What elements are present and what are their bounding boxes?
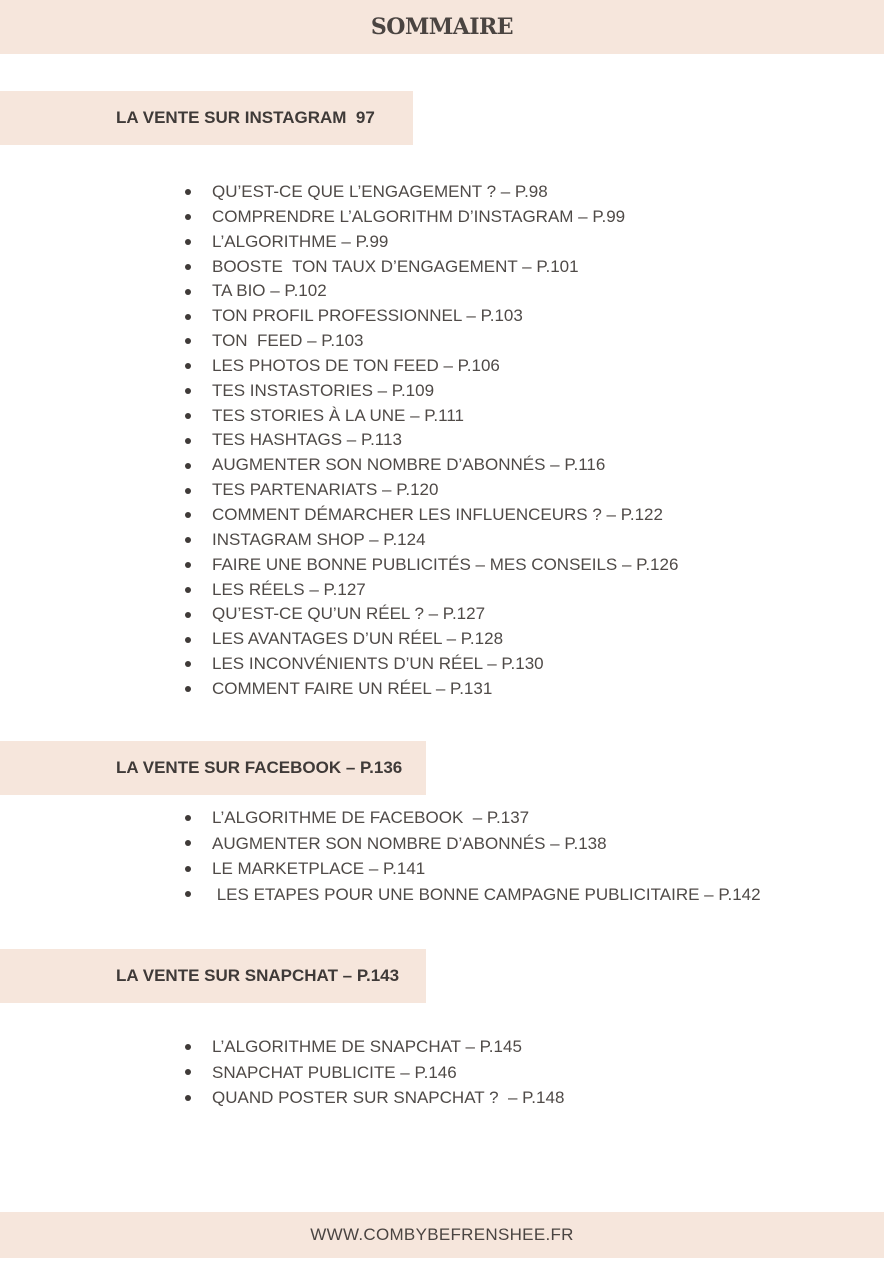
page-title: SOMMAIRE	[370, 14, 514, 40]
title-band	[0, 0, 884, 54]
toc-list-snapchat	[185, 1034, 564, 1111]
list-item: LES ETAPES POUR UNE BONNE CAMPAGNE PUBLICITAIRE – P.142	[185, 882, 761, 908]
list-item: QU’EST-CE QUE L’ENGAGEMENT ? – P.98	[185, 180, 678, 205]
list-item: LES INCONVÉNIENTS D’UN RÉEL – P.130	[185, 652, 678, 677]
list-item: TES STORIES À LA UNE – P.111	[185, 404, 678, 429]
list-item: SNAPCHAT PUBLICITE – P.146	[185, 1060, 564, 1086]
list-item: BOOSTE TON TAUX D’ENGAGEMENT – P.101	[185, 255, 678, 280]
list-item: QU’EST-CE QU’UN RÉEL ? – P.127	[185, 602, 678, 627]
list-item: LES RÉELS – P.127	[185, 578, 678, 603]
list-item: COMMENT DÉMARCHER LES INFLUENCEURS ? – P.122	[185, 503, 678, 528]
list-item: L’ALGORITHME DE SNAPCHAT – P.145	[185, 1034, 564, 1060]
list-item: LE MARKETPLACE – P.141	[185, 856, 761, 882]
list-item: LES PHOTOS DE TON FEED – P.106	[185, 354, 678, 379]
list-item: COMMENT FAIRE UN RÉEL – P.131	[185, 677, 678, 702]
list-item: L’ALGORITHME – P.99	[185, 230, 678, 255]
section-heading-label: LA VENTE SUR FACEBOOK – P.136	[116, 758, 403, 777]
section-heading-facebook	[0, 741, 426, 795]
list-item: AUGMENTER SON NOMBRE D’ABONNÉS – P.116	[185, 453, 678, 478]
list-item: TON FEED – P.103	[185, 329, 678, 354]
list-item: AUGMENTER SON NOMBRE D’ABONNÉS – P.138	[185, 831, 761, 857]
list-item: FAIRE UNE BONNE PUBLICITÉS – MES CONSEILS – P.126	[185, 553, 678, 578]
list-item: INSTAGRAM SHOP – P.124	[185, 528, 678, 553]
list-item: TES HASHTAGS – P.113	[185, 428, 678, 453]
list-item: QUAND POSTER SUR SNAPCHAT ? – P.148	[185, 1085, 564, 1111]
section-heading-snapchat	[0, 949, 426, 1003]
list-item: LES AVANTAGES D’UN RÉEL – P.128	[185, 627, 678, 652]
list-item: TA BIO – P.102	[185, 279, 678, 304]
list-item: TES PARTENARIATS – P.120	[185, 478, 678, 503]
section-heading-instagram	[0, 91, 413, 145]
list-item: L’ALGORITHME DE FACEBOOK – P.137	[185, 805, 761, 831]
footer-url: WWW.COMBYBEFRENSHEE.FR	[310, 1225, 574, 1244]
footer-band	[0, 1212, 884, 1258]
list-item: TON PROFIL PROFESSIONNEL – P.103	[185, 304, 678, 329]
toc-list-facebook	[185, 805, 761, 907]
list-item: COMPRENDRE L’ALGORITHM D’INSTAGRAM – P.99	[185, 205, 678, 230]
list-item: TES INSTASTORIES – P.109	[185, 379, 678, 404]
section-heading-label: LA VENTE SUR INSTAGRAM 97	[116, 108, 375, 127]
section-heading-label: LA VENTE SUR SNAPCHAT – P.143	[116, 966, 400, 985]
toc-list-instagram	[185, 180, 678, 702]
